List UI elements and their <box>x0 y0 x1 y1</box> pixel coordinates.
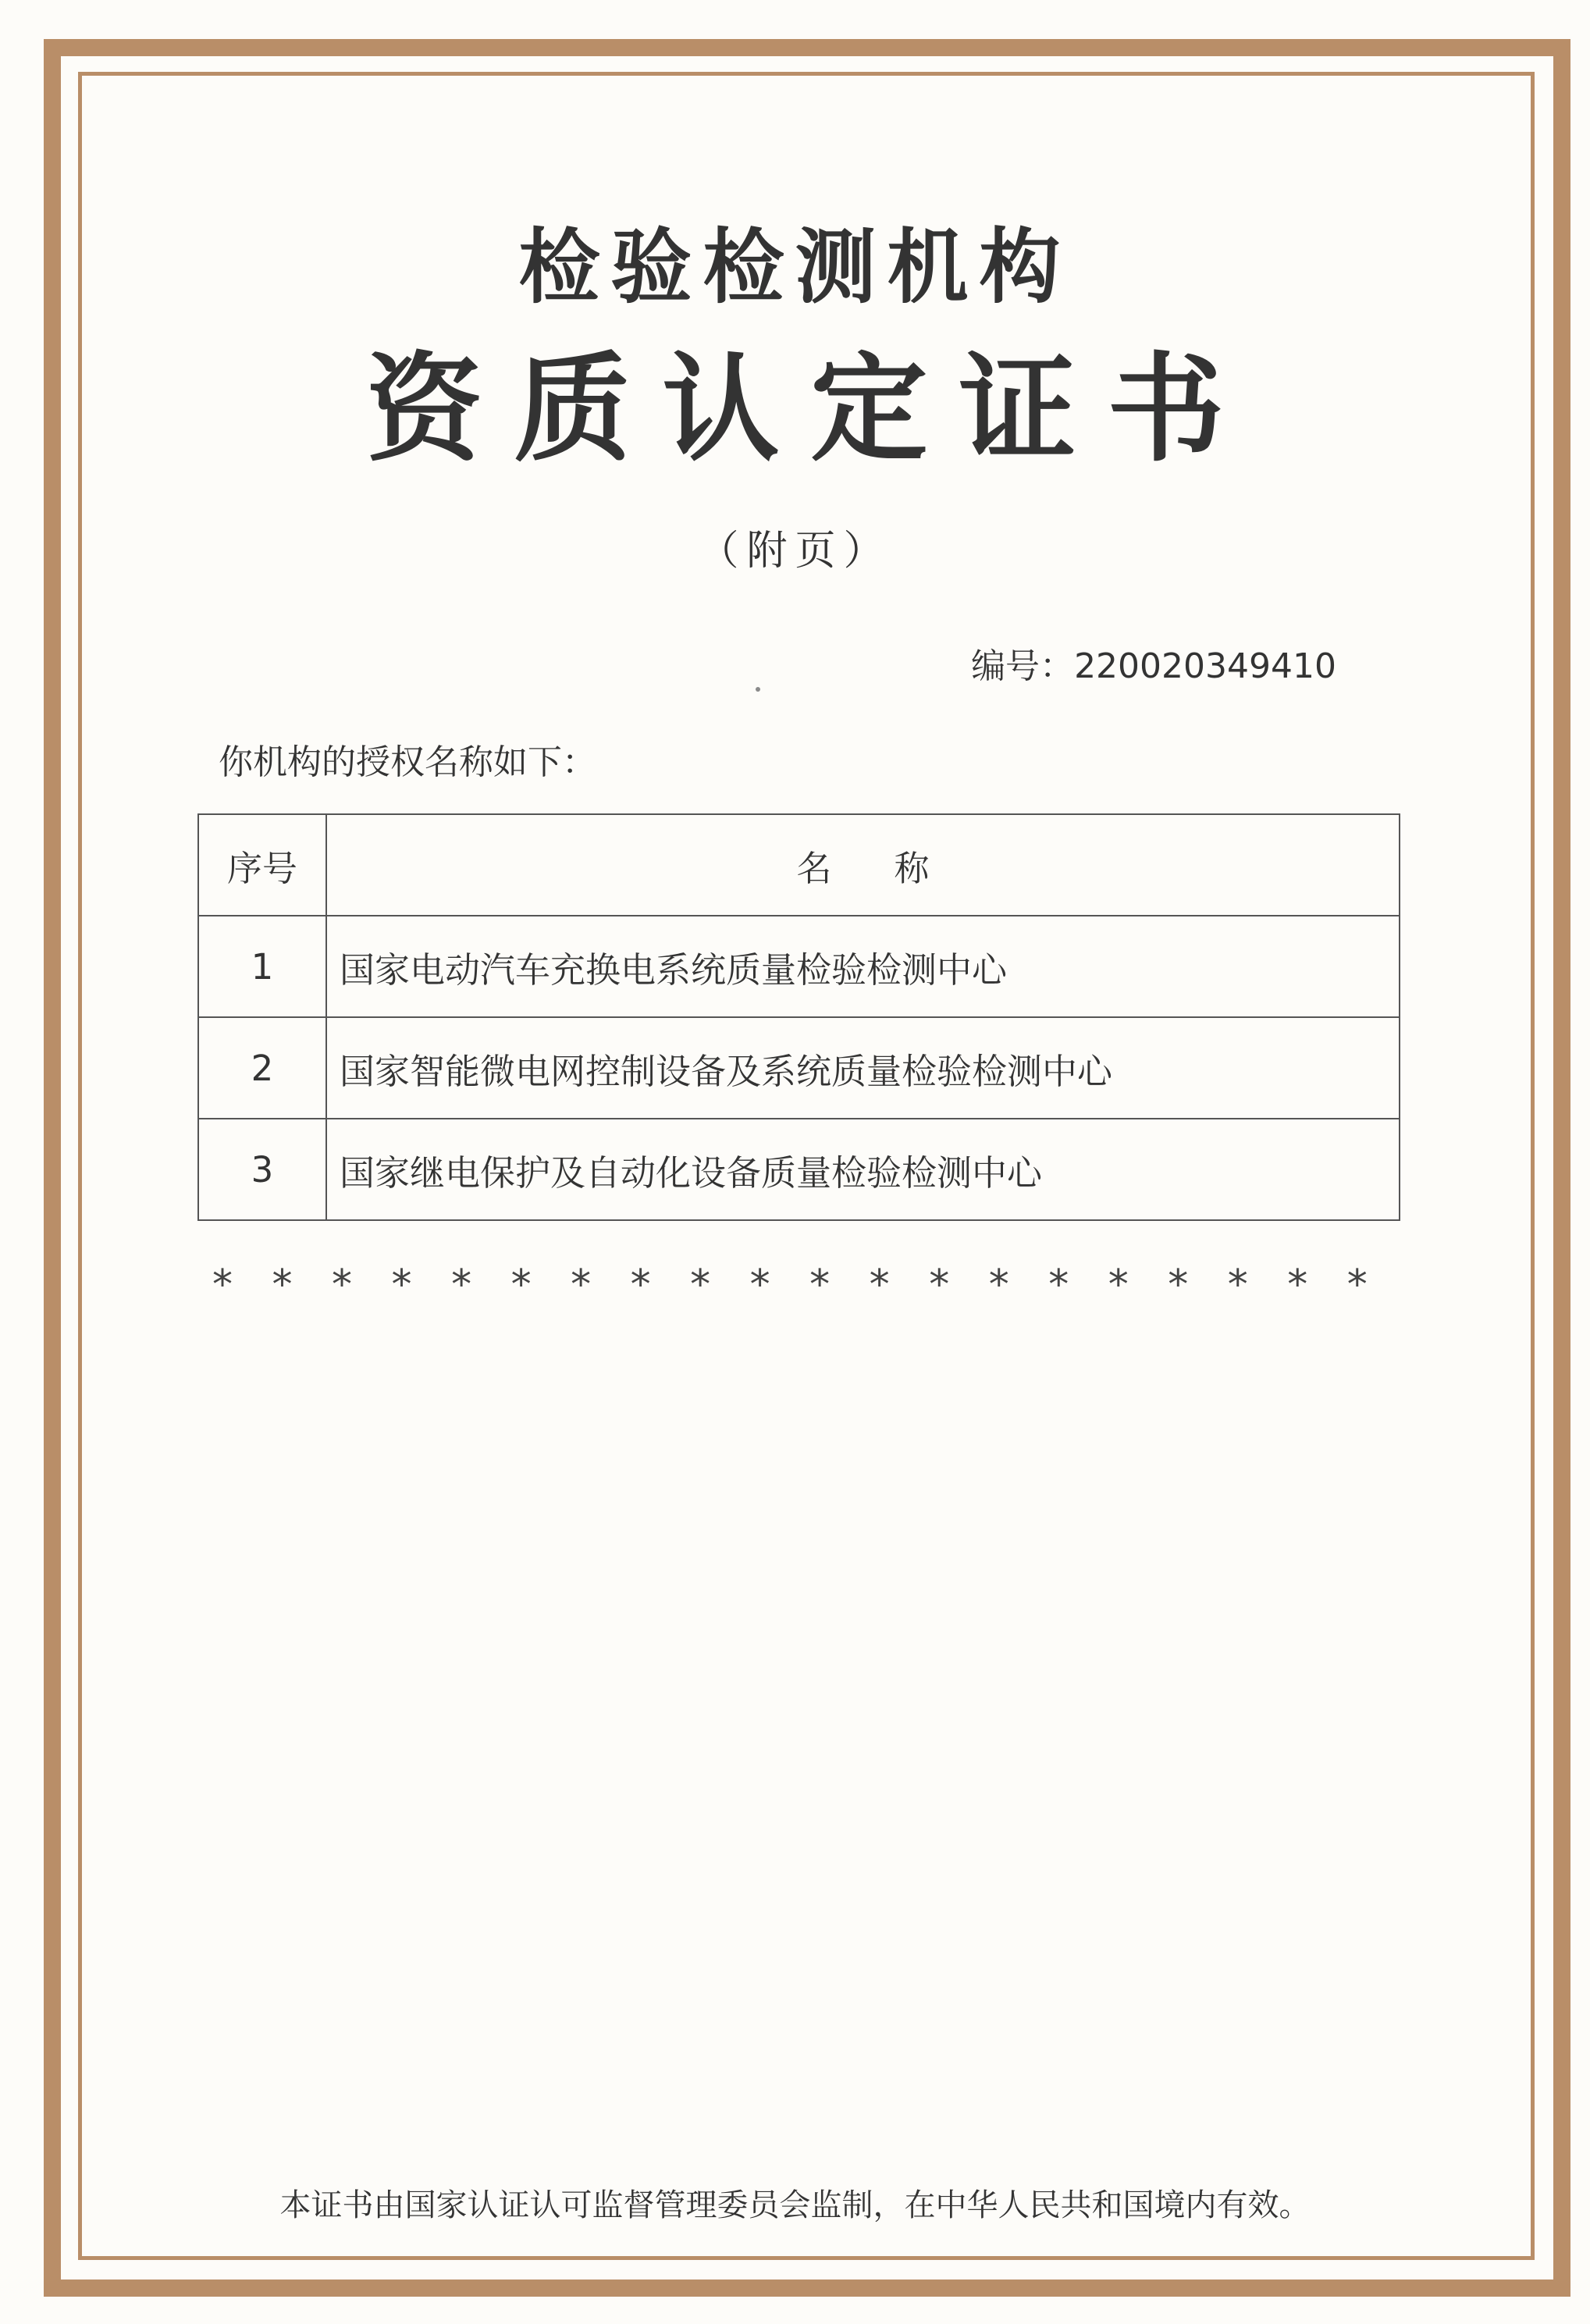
asterisk: * <box>451 1262 472 1308</box>
asterisk: * <box>571 1262 592 1308</box>
certificate-number-value: 220020349410 <box>1074 646 1336 686</box>
asterisk: * <box>272 1262 293 1308</box>
table-header-row <box>198 814 1400 916</box>
asterisk: * <box>1227 1262 1248 1308</box>
row-number: 2 <box>198 1017 326 1119</box>
row-name: 国家继电保护及自动化设备质量检验检测中心 <box>326 1119 1400 1220</box>
certificate-number <box>971 646 1336 686</box>
asterisk: * <box>1168 1262 1189 1308</box>
row-name: 国家智能微电网控制设备及系统质量检验检测中心 <box>326 1017 1400 1119</box>
asterisk: * <box>1108 1262 1129 1308</box>
footer-note: 本证书由国家认证认可监督管理委员会监制，在中华人民共和国境内有效。 <box>279 2187 1311 2223</box>
asterisk: * <box>1048 1262 1069 1308</box>
row-number: 1 <box>198 916 326 1017</box>
asterisk: * <box>929 1262 950 1308</box>
row-number: 3 <box>198 1119 326 1220</box>
asterisk: * <box>630 1262 651 1308</box>
asterisk: * <box>988 1262 1009 1308</box>
asterisk: * <box>690 1262 711 1308</box>
title-line-1: 检验检测机构 <box>518 219 1072 315</box>
header-name: 名称 <box>326 814 1400 916</box>
asterisk: * <box>1287 1262 1308 1308</box>
asterisk: * <box>332 1262 353 1308</box>
row-name: 国家电动汽车充换电系统质量检验检测中心 <box>326 916 1400 1017</box>
title-line-2: 资质认定证书 <box>365 342 1256 478</box>
asterisk: * <box>869 1262 890 1308</box>
table-row <box>198 916 1400 1017</box>
asterisk: * <box>391 1262 412 1308</box>
table-row <box>198 1017 1400 1119</box>
subtitle: （附页） <box>698 528 892 575</box>
certificate-number-label: 编号： <box>971 646 1075 686</box>
asterisk: * <box>749 1262 770 1308</box>
intro-text: 你机构的授权名称如下： <box>219 742 596 782</box>
asterisk: * <box>1346 1262 1368 1308</box>
asterisk: * <box>809 1262 831 1308</box>
authorized-names-table <box>197 813 1400 1221</box>
scan-speck <box>756 687 760 692</box>
asterisk: * <box>212 1262 233 1308</box>
asterisk-separator <box>212 1262 1368 1308</box>
table-row <box>198 1119 1400 1220</box>
asterisk: * <box>510 1262 532 1308</box>
header-serial-number: 序号 <box>198 814 326 916</box>
